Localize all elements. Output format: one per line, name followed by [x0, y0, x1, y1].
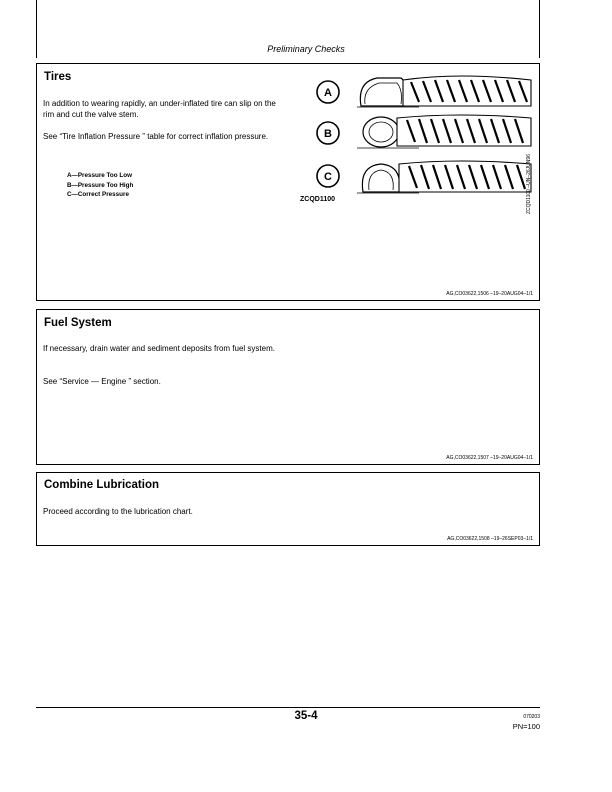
paragraph: If necessary, drain water and sediment deposits from fuel system. [43, 344, 275, 353]
tire-c-illustration [317, 161, 531, 193]
footer-date: 070203 [523, 714, 540, 720]
figure-legend [67, 171, 133, 200]
legend-item: A—Pressure Too Low [67, 172, 132, 179]
footer-rule [36, 707, 540, 708]
section-tires [36, 63, 540, 301]
paragraph: Proceed according to the lubrication chart. [43, 507, 193, 516]
section-fuel-system [36, 309, 540, 465]
page-number: 35-4 [294, 710, 318, 722]
paragraph: In addition to wearing rapidly, an under-inflated tire can slip on the rim and cut the valve stem. [43, 99, 276, 119]
figure-side-label: ZCQD1100 –UN–26JUN96 [526, 154, 532, 214]
reference-code: AG,CO03622,1507 –19–20AUG04–1/1 [446, 455, 533, 461]
callout-label-c: C [324, 171, 332, 183]
footer-pn: PN=100 [512, 722, 540, 731]
reference-code: AG,CO03622,1508 –19–26SEP03–1/1 [447, 536, 533, 542]
tire-b-illustration [317, 115, 531, 148]
paragraph: See “Service — Engine ” section. [43, 377, 161, 386]
section-combine-lubrication [36, 472, 540, 546]
tire-a-illustration [317, 76, 531, 107]
legend-item: C—Correct Pressure [67, 191, 129, 198]
legend-item: B—Pressure Too High [67, 181, 134, 189]
page-header-title: Preliminary Checks [267, 44, 345, 54]
section-title: Tires [44, 71, 72, 83]
section-title: Fuel System [44, 317, 112, 329]
callout-label-b: B [324, 128, 332, 140]
reference-code: AG,CO03622,1506 –19–20AUG04–1/1 [446, 291, 533, 297]
callout-label-a: A [324, 87, 332, 99]
figure-code: ZCQD1100 [300, 196, 336, 203]
paragraph: See “Tire Inflation Pressure ” table for correct inflation pressure. [43, 132, 269, 141]
section-title: Combine Lubrication [44, 479, 159, 491]
